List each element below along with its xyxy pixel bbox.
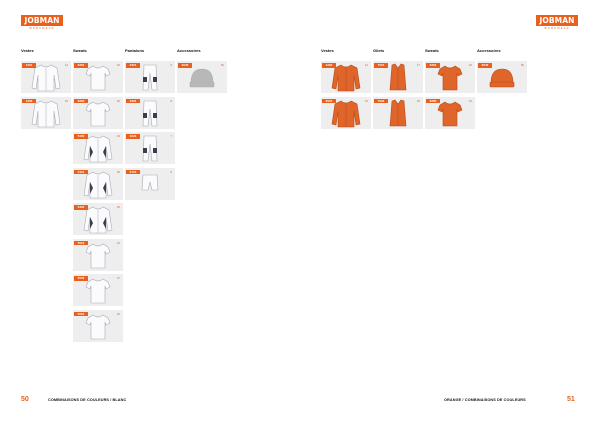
catalog-page-ref: 6 (170, 63, 172, 67)
product-code-badge: 5512 (74, 241, 88, 246)
product-tile[interactable] (373, 61, 423, 93)
product-code-badge: 2321 (126, 63, 140, 68)
brand-logo-left: JOBMAN (21, 15, 63, 26)
catalog-page-ref: 14 (64, 63, 68, 67)
product-code-badge: 2324 (126, 99, 140, 104)
product-tile[interactable] (21, 97, 71, 129)
page-footer-right: ORANGE / COMBINAISONS DE COULEURS (444, 398, 526, 402)
catalog-page-ref: 27 (116, 276, 120, 280)
catalog-page-ref: 8 (170, 98, 172, 103)
product-tile[interactable] (477, 61, 527, 93)
product-code-badge: 9040 (478, 63, 492, 68)
product-code-badge: 5552 (74, 276, 88, 281)
page-footer-left: COMBINAISONS DE COULEURS / BLANC (48, 398, 127, 402)
product-tile[interactable] (125, 132, 175, 164)
catalog-page-ref: 17 (416, 63, 420, 67)
product-code-badge: 5265 (426, 99, 440, 104)
catalog-page-ref: 22 (116, 311, 120, 316)
product-tile[interactable] (125, 168, 175, 200)
brand-logo-right: JOBMAN (536, 15, 578, 26)
product-tile[interactable] (73, 203, 123, 235)
product-code-badge: 5564 (74, 312, 88, 317)
catalog-page-ref: 23 (468, 63, 472, 67)
catalog-page-ref: 18 (416, 98, 420, 103)
catalog-page-ref: 50 (220, 63, 224, 67)
product-code-badge: 1201 (22, 63, 36, 68)
product-tile[interactable] (73, 274, 123, 306)
product-tile[interactable] (177, 61, 227, 93)
page-number-left: 50 (21, 396, 29, 403)
catalog-page-ref: 8 (170, 169, 172, 174)
catalog-page-ref: 15 (64, 98, 68, 103)
product-tile[interactable] (125, 97, 175, 129)
column-heading: Sweats (73, 48, 87, 53)
product-tile[interactable] (425, 97, 475, 129)
catalog-page-ref: 32 (116, 63, 120, 67)
product-code-badge: 1220 (322, 63, 336, 68)
product-code-badge: 5400 (74, 134, 88, 139)
product-tile[interactable] (73, 310, 123, 342)
column-heading: Accessoires (477, 48, 501, 53)
product-code-badge: 5401 (74, 170, 88, 175)
brand-tagline-right: WORKWEAR (544, 27, 570, 30)
catalog-page-ref: 33 (116, 134, 120, 138)
column-heading: Vestes (321, 48, 334, 53)
product-tile[interactable] (21, 61, 71, 93)
product-code-badge: 5263 (74, 99, 88, 104)
product-code-badge: 2323 (126, 134, 140, 139)
page-number-right: 51 (567, 396, 575, 403)
product-code-badge: 6501 (322, 99, 336, 104)
column-heading: Pantalons (125, 48, 145, 53)
column-heading: Sweats (425, 48, 439, 53)
product-tile[interactable] (321, 97, 371, 129)
catalog-page-ref: 35 (116, 169, 120, 174)
column-heading: Gilets (373, 48, 385, 53)
catalog-page-ref: 24 (468, 98, 472, 103)
product-code-badge: 7502 (374, 99, 388, 104)
product-tile[interactable] (125, 61, 175, 93)
product-tile[interactable] (321, 61, 371, 93)
product-code-badge: 9040 (178, 63, 192, 68)
brand-tagline-left: WORKWEAR (29, 27, 55, 30)
product-code-badge: 7501 (374, 63, 388, 68)
product-tile[interactable] (73, 239, 123, 271)
column-heading: Vestes (21, 48, 34, 53)
column-heading: Accessoires (177, 48, 201, 53)
product-code-badge: 5264 (74, 63, 88, 68)
product-tile[interactable] (73, 61, 123, 93)
product-tile[interactable] (73, 168, 123, 200)
catalog-page-ref: 50 (520, 63, 524, 67)
product-tile[interactable] (373, 97, 423, 129)
catalog-page-ref: 30 (116, 98, 120, 103)
catalog-page-ref: 35 (116, 205, 120, 209)
catalog-page-ref: 15 (364, 98, 368, 103)
catalog-page-ref: 7 (170, 134, 172, 138)
product-code-badge: 5402 (74, 205, 88, 210)
catalog-page-ref: 14 (364, 63, 368, 67)
catalog-page-ref: 24 (116, 240, 120, 245)
product-tile[interactable] (73, 97, 123, 129)
product-code-badge: 2723 (126, 170, 140, 175)
product-code-badge: 1203 (22, 99, 36, 104)
product-tile[interactable] (425, 61, 475, 93)
product-code-badge: 5264 (426, 63, 440, 68)
product-tile[interactable] (73, 132, 123, 164)
